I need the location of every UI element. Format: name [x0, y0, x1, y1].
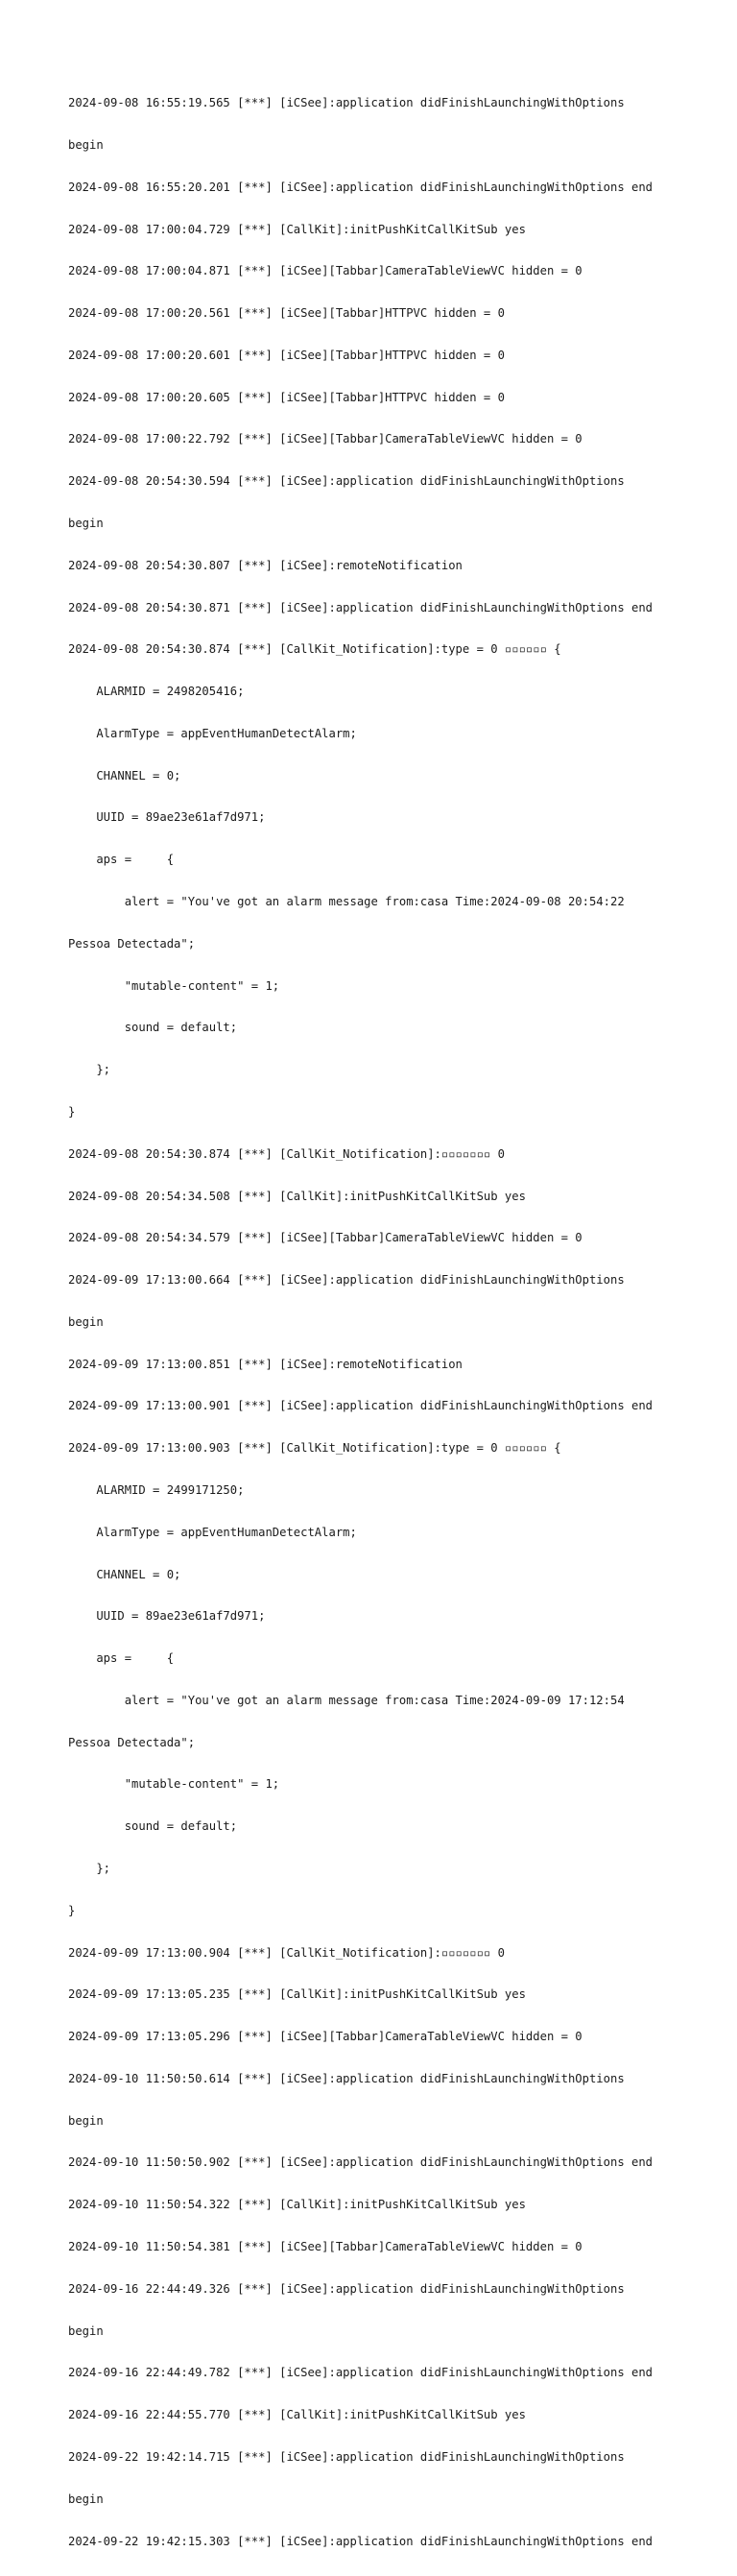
log-line: 2024-09-08 20:54:30.871 [***] [iCSee]:application didFinishLaunchingWithOptions end — [68, 600, 654, 614]
log-line: 2024-09-10 11:50:50.902 [***] [iCSee]:application didFinishLaunchingWithOptions end — [68, 2155, 654, 2170]
log-line: alert = "You've got an alarm message from:casa Time:2024-09-09 17:12:54 — [68, 1693, 625, 1707]
log-line: 2024-09-08 20:54:30.807 [***] [iCSee]:remoteNotification — [68, 558, 463, 572]
log-line: 2024-09-08 17:00:20.605 [***] [iCSee][Tabbar]HTTPVC hidden = 0 — [68, 390, 505, 404]
log-line: 2024-09-08 20:54:34.508 [***] [CallKit]:initPushKitCallKitSub yes — [68, 1189, 526, 1203]
log-line: 2024-09-10 11:50:54.322 [***] [CallKit]:initPushKitCallKitSub yes — [68, 2198, 526, 2212]
log-line: 2024-09-22 19:42:15.303 [***] [iCSee]:application didFinishLaunchingWithOptions end — [68, 2534, 654, 2548]
log-line: 2024-09-10 11:50:50.614 [***] [iCSee]:application didFinishLaunchingWithOptions — [68, 2071, 625, 2085]
log-line: 2024-09-08 20:54:30.594 [***] [iCSee]:application didFinishLaunchingWithOptions — [68, 474, 625, 489]
log-line: }; — [68, 1862, 111, 1875]
log-line: begin — [68, 1314, 104, 1329]
log-line: CHANNEL = 0; — [68, 768, 181, 782]
log-line: begin — [68, 517, 104, 530]
log-line: 2024-09-09 17:13:00.901 [***] [iCSee]:application didFinishLaunchingWithOptions end — [68, 1399, 654, 1413]
log-line: 2024-09-22 19:42:14.715 [***] [iCSee]:application didFinishLaunchingWithOptions — [68, 2449, 625, 2464]
log-line: 2024-09-16 22:44:49.782 [***] [iCSee]:application didFinishLaunchingWithOptions end — [68, 2366, 654, 2380]
log-line: "mutable-content" = 1; — [68, 1777, 280, 1792]
log-line: ALARMID = 2499171250; — [68, 1482, 245, 1497]
log-line: begin — [68, 2492, 104, 2506]
log-line: 2024-09-08 17:00:22.792 [***] [iCSee][Tabbar]CameraTableViewVC hidden = 0 — [68, 432, 582, 446]
log-line: 2024-09-09 17:13:05.235 [***] [CallKit]:initPushKitCallKitSub yes — [68, 1987, 526, 2002]
log-line: 2024-09-08 20:54:30.874 [***] [CallKit_Notification]:type = 0 ▫▫▫▫▫▫ { — [68, 642, 561, 657]
log-line: 2024-09-09 17:13:00.903 [***] [CallKit_Notification]:type = 0 ▫▫▫▫▫▫ { — [68, 1441, 561, 1456]
log-line: begin — [68, 2113, 104, 2128]
log-line: aps = { — [68, 1651, 175, 1666]
log-line: AlarmType = appEventHumanDetectAlarm; — [68, 726, 357, 740]
log-line: } — [68, 1903, 76, 1917]
log-line: 2024-09-08 17:00:20.601 [***] [iCSee][Tabbar]HTTPVC hidden = 0 — [68, 348, 505, 362]
log-line: 2024-09-10 11:50:54.381 [***] [iCSee][Tabbar]CameraTableViewVC hidden = 0 — [68, 2240, 582, 2254]
log-line: 2024-09-09 17:13:00.851 [***] [iCSee]:remoteNotification — [68, 1357, 463, 1371]
log-line: 2024-09-09 17:13:00.664 [***] [iCSee]:application didFinishLaunchingWithOptions — [68, 1273, 625, 1288]
log-line: sound = default; — [68, 1021, 238, 1035]
log-line: ALARMID = 2498205416; — [68, 685, 245, 699]
log-line: 2024-09-08 16:55:20.201 [***] [iCSee]:application didFinishLaunchingWithOptions end — [68, 180, 654, 194]
log-line: Pessoa Detectada"; — [68, 936, 196, 951]
log-line: CHANNEL = 0; — [68, 1567, 181, 1581]
log-line: "mutable-content" = 1; — [68, 978, 280, 993]
log-line: AlarmType = appEventHumanDetectAlarm; — [68, 1525, 357, 1539]
log-line: 2024-09-08 17:00:04.729 [***] [CallKit]:initPushKitCallKitSub yes — [68, 222, 526, 236]
log-line: }; — [68, 1063, 111, 1077]
log-line: 2024-09-08 17:00:04.871 [***] [iCSee][Tabbar]CameraTableViewVC hidden = 0 — [68, 264, 582, 278]
log-line: 2024-09-08 20:54:34.579 [***] [iCSee][Tabbar]CameraTableViewVC hidden = 0 — [68, 1231, 582, 1245]
log-line: 2024-09-08 17:00:20.561 [***] [iCSee][Tabbar]HTTPVC hidden = 0 — [68, 306, 505, 321]
log-line: 2024-09-16 22:44:55.770 [***] [CallKit]:initPushKitCallKitSub yes — [68, 2408, 526, 2422]
log-line: 2024-09-08 16:55:19.565 [***] [iCSee]:application didFinishLaunchingWithOptions — [68, 96, 625, 110]
log-line: begin — [68, 137, 104, 152]
log-line: begin — [68, 2323, 104, 2338]
log-line: UUID = 89ae23e61af7d971; — [68, 1609, 266, 1624]
log-line: 2024-09-09 17:13:05.296 [***] [iCSee][Tabbar]CameraTableViewVC hidden = 0 — [68, 2030, 582, 2044]
log-line: sound = default; — [68, 1819, 238, 1834]
log-line: alert = "You've got an alarm message from:casa Time:2024-09-08 20:54:22 — [68, 895, 625, 909]
log-line: 2024-09-09 17:13:00.904 [***] [CallKit_Notification]:▫▫▫▫▫▫▫ 0 — [68, 1945, 505, 1960]
log-line: } — [68, 1104, 76, 1119]
log-line: 2024-09-08 20:54:30.874 [***] [CallKit_Notification]:▫▫▫▫▫▫▫ 0 — [68, 1146, 505, 1161]
log-text — [68, 68, 682, 2576]
log-line: Pessoa Detectada"; — [68, 1735, 196, 1749]
log-line: aps = { — [68, 853, 175, 867]
log-line: UUID = 89ae23e61af7d971; — [68, 810, 266, 825]
log-line: 2024-09-16 22:44:49.326 [***] [iCSee]:application didFinishLaunchingWithOptions — [68, 2281, 625, 2296]
